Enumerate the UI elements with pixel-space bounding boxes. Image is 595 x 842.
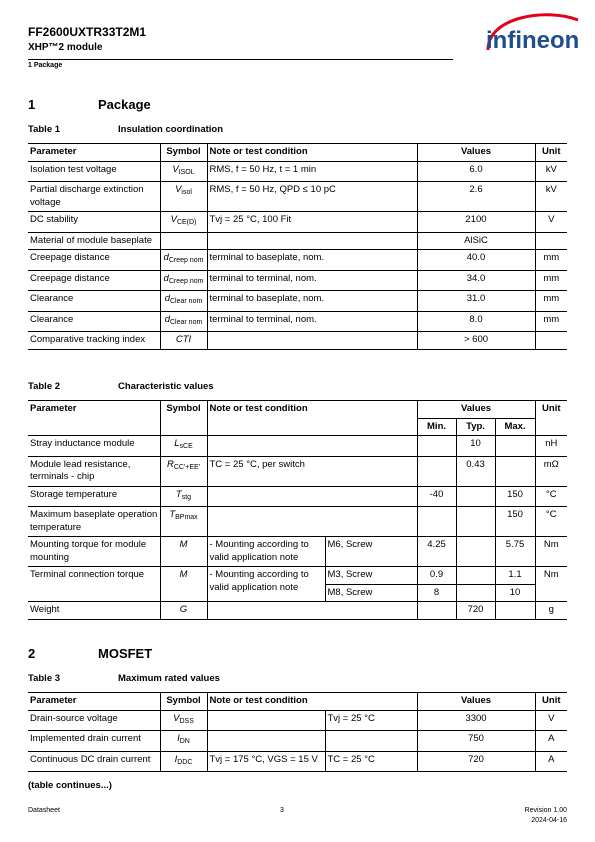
symbol-cell (160, 567, 207, 602)
note-cell (207, 602, 417, 620)
symbol-letter: G (179, 604, 188, 615)
section-number: 2 (28, 646, 36, 661)
unit-cell: g (535, 602, 567, 620)
table-header-row (28, 693, 567, 711)
symbol-subscript: DN (179, 738, 190, 745)
table-row (28, 507, 567, 537)
unit-cell: mΩ (535, 456, 567, 486)
symbol-letter: R (166, 458, 174, 470)
min-cell: -40 (417, 486, 456, 507)
col-header: Unit (535, 693, 567, 711)
symbol-cell (160, 182, 207, 212)
condition-cell (325, 731, 417, 752)
table-row (28, 710, 567, 731)
param-cell: Clearance (28, 291, 160, 312)
condition-cell: Tvj = 25 °C (325, 710, 417, 731)
symbol-subscript: sCE (179, 443, 193, 450)
table-continues-note: (table continues...) (28, 780, 112, 791)
section-title: MOSFET (98, 646, 153, 661)
symbol-subscript: BPmax (175, 514, 198, 521)
col-header: Note or test condition (207, 144, 417, 162)
note-cell: - Mounting according to valid application note (207, 567, 325, 602)
param-cell: Material of module baseplate (28, 232, 160, 250)
symbol-cell (160, 456, 207, 486)
param-cell: Stray inductance module (28, 436, 160, 457)
value-cell: 34.0 (417, 270, 535, 291)
symbol-cell (160, 332, 207, 350)
col-header: Parameter (28, 401, 160, 436)
symbol-cell (160, 270, 207, 291)
table-row (28, 731, 567, 752)
unit-cell: °C (535, 486, 567, 507)
table-row (28, 250, 567, 271)
table-number: Table 1 (28, 124, 61, 135)
condition-cell: TC = 25 °C (325, 751, 417, 772)
param-cell: Maximum baseplate operation temperature (28, 507, 160, 537)
note-cell: terminal to baseplate, nom. (207, 291, 417, 312)
symbol-subscript: stg (181, 493, 192, 501)
value-cell: 8.0 (417, 311, 535, 332)
unit-cell: V (535, 710, 567, 731)
symbol-cell (160, 291, 207, 312)
unit-cell: A (535, 731, 567, 752)
table-1-caption (28, 124, 428, 136)
note-cell: RMS, f = 50 Hz, t = 1 min (207, 161, 417, 182)
symbol-letter: d (163, 252, 169, 263)
symbol-letter: L (174, 438, 180, 449)
param-cell: Implemented drain current (28, 731, 160, 752)
symbol-letter: d (164, 313, 170, 325)
symbol-letter: V (172, 163, 179, 175)
table-header-row (28, 401, 567, 419)
typ-cell: 0.43 (456, 456, 495, 486)
col-header: Values (417, 401, 535, 419)
table-row (28, 311, 567, 332)
table-row (28, 291, 567, 312)
logo-text: infineon (486, 27, 580, 54)
value-cell: 2100 (417, 212, 535, 233)
condition-cell: M3, Screw (325, 567, 417, 585)
table-row (28, 332, 567, 350)
value-cell: 40.0 (417, 250, 535, 271)
symbol-letter: V (175, 184, 182, 195)
min-cell (417, 602, 456, 620)
param-cell: Continuous DC drain current (28, 751, 160, 772)
max-cell: 150 (495, 486, 535, 507)
symbol-cell (160, 751, 207, 772)
symbol-letter: I (174, 753, 178, 765)
value-cell: 2.6 (417, 182, 535, 212)
max-cell: 1.1 (495, 567, 535, 585)
max-cell: 150 (495, 507, 535, 537)
symbol-cell (160, 507, 207, 537)
section-heading-2 (28, 646, 328, 662)
col-header: Parameter (28, 144, 160, 162)
note-cell (207, 436, 417, 457)
table-caption: Characteristic values (118, 381, 214, 392)
col-header-max: Max. (495, 418, 535, 436)
min-cell (417, 507, 456, 537)
note-cell: RMS, f = 50 Hz, QPD ≤ 10 pC (207, 182, 417, 212)
param-cell: Creepage distance (28, 250, 160, 271)
symbol-letter: M (179, 539, 188, 550)
max-cell (495, 602, 535, 620)
note-cell: TC = 25 °C, per switch (207, 456, 417, 486)
col-header: Unit (535, 144, 567, 162)
table-row (28, 456, 567, 486)
col-header: Parameter (28, 693, 160, 711)
table-row (28, 602, 567, 620)
unit-cell (535, 332, 567, 350)
table-row (28, 486, 567, 507)
header-section-label: 1 Package (28, 62, 63, 69)
unit-cell: kV (535, 182, 567, 212)
value-cell: > 600 (417, 332, 535, 350)
col-header-typ: Typ. (456, 418, 495, 436)
table-header-row (28, 144, 567, 162)
typ-cell: 720 (456, 602, 495, 620)
table-row (28, 161, 567, 182)
note-cell: Tvj = 175 °C, VGS = 15 V (207, 751, 325, 772)
unit-cell: mm (535, 270, 567, 291)
col-header: Symbol (160, 693, 207, 711)
param-cell: Mounting torque for module mounting (28, 537, 160, 567)
min-cell (417, 456, 456, 486)
symbol-subscript: ISOL (178, 168, 195, 176)
table-row (28, 270, 567, 291)
value-cell: 3300 (417, 710, 535, 731)
value-cell: AlSiC (417, 232, 535, 250)
col-header: Values (417, 144, 535, 162)
table-max-rated (28, 692, 567, 772)
symbol-letter: M (179, 569, 188, 580)
col-header: Note or test condition (207, 693, 417, 711)
param-cell: Module lead resistance, terminals - chip (28, 456, 160, 486)
max-cell (495, 436, 535, 457)
table-caption: Maximum rated values (118, 673, 220, 684)
table-number: Table 3 (28, 673, 61, 684)
table-2-caption (28, 381, 428, 393)
unit-cell: °C (535, 507, 567, 537)
table-insulation (28, 143, 567, 350)
note-cell: terminal to terminal, nom. (207, 270, 417, 291)
col-header-min: Min. (417, 418, 456, 436)
value-cell: 750 (417, 731, 535, 752)
table-3-caption (28, 673, 428, 685)
note-cell: - Mounting according to valid application note (207, 537, 325, 567)
symbol-cell (160, 161, 207, 182)
value-cell: 720 (417, 751, 535, 772)
typ-cell (456, 584, 495, 602)
param-cell: DC stability (28, 212, 160, 233)
max-cell: 5.75 (495, 537, 535, 567)
document-title: FF2600UXTR33T2M1 (28, 25, 147, 39)
symbol-cell (160, 486, 207, 507)
typ-cell (456, 486, 495, 507)
table-row (28, 567, 567, 585)
unit-cell: Nm (535, 537, 567, 567)
symbol-letter: CTI (175, 334, 192, 345)
typ-cell (456, 567, 495, 585)
infineon-logo (478, 8, 588, 63)
symbol-subscript: isol (181, 189, 192, 196)
footer-page-number: 3 (280, 807, 284, 814)
typ-cell (456, 537, 495, 567)
symbol-subscript: Clear nom (170, 318, 203, 326)
footer-revision: Revision 1.00 (524, 807, 567, 814)
min-cell: 8 (417, 584, 456, 602)
table-row (28, 436, 567, 457)
header-divider (28, 59, 453, 60)
symbol-subscript: Clear nom (170, 298, 203, 305)
unit-cell: mm (535, 250, 567, 271)
unit-cell: V (535, 212, 567, 233)
symbol-cell (160, 602, 207, 620)
symbol-cell (160, 311, 207, 332)
document-subtitle: XHP™2 module (28, 42, 103, 53)
param-cell: Creepage distance (28, 270, 160, 291)
symbol-letter: V (173, 712, 180, 724)
symbol-cell (160, 710, 207, 731)
typ-cell: 10 (456, 436, 495, 457)
symbol-subscript: Creep nom (168, 257, 204, 264)
min-cell: 0.9 (417, 567, 456, 585)
note-cell: terminal to terminal, nom. (207, 311, 417, 332)
note-cell (207, 710, 325, 731)
symbol-subscript: Creep nom (168, 277, 204, 285)
min-cell: 4.25 (417, 537, 456, 567)
note-cell (207, 731, 325, 752)
unit-cell (535, 232, 567, 250)
symbol-subscript: DSS (179, 717, 194, 725)
symbol-subscript: CC'+EE' (173, 463, 201, 471)
value-cell: 6.0 (417, 161, 535, 182)
note-cell: terminal to baseplate, nom. (207, 250, 417, 271)
table-number: Table 2 (28, 381, 61, 392)
section-number: 1 (28, 97, 36, 112)
footer-date: 2024-04-16 (531, 817, 567, 824)
symbol-letter: d (163, 272, 169, 284)
symbol-letter: I (177, 733, 180, 744)
footer-doctype: Datasheet (28, 807, 60, 814)
unit-cell: mm (535, 291, 567, 312)
param-cell: Comparative tracking index (28, 332, 160, 350)
section-title: Package (98, 97, 151, 112)
col-header: Unit (535, 401, 567, 436)
table-row (28, 751, 567, 772)
note-cell (207, 486, 417, 507)
unit-cell: nH (535, 436, 567, 457)
table-caption: Insulation coordination (118, 124, 224, 135)
max-cell (495, 456, 535, 486)
symbol-cell (160, 436, 207, 457)
param-cell: Terminal connection torque (28, 567, 160, 602)
table-characteristic (28, 400, 567, 620)
section-heading-1 (28, 97, 328, 113)
col-header: Symbol (160, 144, 207, 162)
symbol-letter: d (164, 293, 170, 304)
min-cell (417, 436, 456, 457)
table-row (28, 232, 567, 250)
value-cell: 31.0 (417, 291, 535, 312)
table-row (28, 182, 567, 212)
unit-cell: Nm (535, 567, 567, 602)
table-row (28, 537, 567, 567)
col-header: Note or test condition (207, 401, 417, 436)
unit-cell: A (535, 751, 567, 772)
symbol-cell (160, 537, 207, 567)
unit-cell: kV (535, 161, 567, 182)
symbol-subscript: CE(D) (176, 219, 197, 226)
symbol-cell (160, 731, 207, 752)
note-cell: Tvj = 25 °C, 100 Fit (207, 212, 417, 233)
typ-cell (456, 507, 495, 537)
col-header: Symbol (160, 401, 207, 436)
param-cell: Clearance (28, 311, 160, 332)
table-row (28, 212, 567, 233)
param-cell: Partial discharge extinction voltage (28, 182, 160, 212)
max-cell: 10 (495, 584, 535, 602)
param-cell: Isolation test voltage (28, 161, 160, 182)
col-header: Values (417, 693, 535, 711)
note-cell (207, 332, 417, 350)
symbol-letter: T (175, 488, 182, 500)
symbol-subscript: DDC (177, 758, 193, 766)
condition-cell: M8, Screw (325, 584, 417, 602)
note-cell (207, 507, 417, 537)
symbol-letter: T (169, 509, 176, 520)
symbol-cell (160, 212, 207, 233)
param-cell: Drain-source voltage (28, 710, 160, 731)
note-cell (207, 232, 417, 250)
symbol-cell (160, 232, 207, 250)
unit-cell: mm (535, 311, 567, 332)
symbol-letter: V (170, 214, 177, 225)
param-cell: Storage temperature (28, 486, 160, 507)
param-cell: Weight (28, 602, 160, 620)
condition-cell: M6, Screw (325, 537, 417, 567)
symbol-cell (160, 250, 207, 271)
